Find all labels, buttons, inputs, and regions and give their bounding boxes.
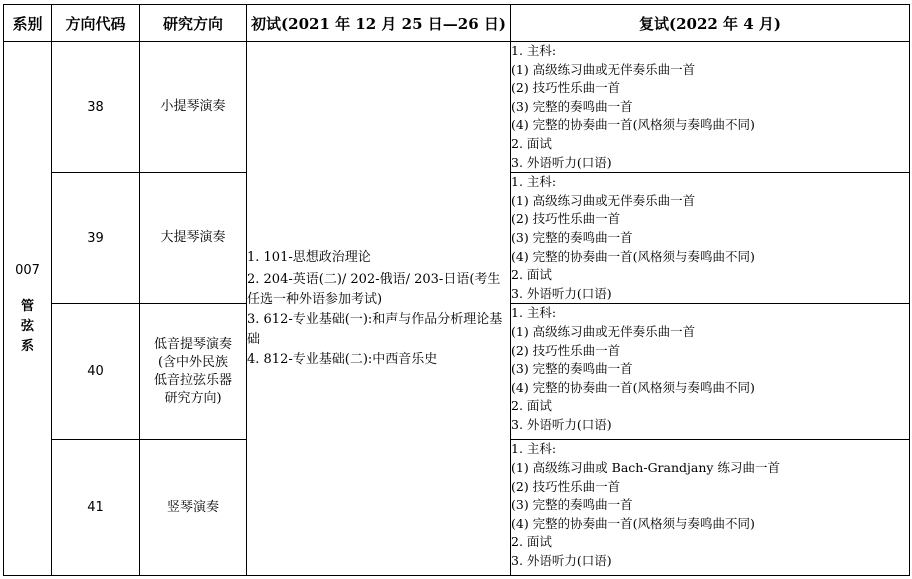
retest-line: (1) 高级练习曲或无伴奏乐曲一首 — [511, 323, 696, 339]
table-row — [4, 42, 910, 173]
retest-line: 2. 面试 — [511, 534, 552, 550]
direction-name — [140, 304, 247, 440]
header-direction: 研究方向 — [140, 5, 247, 42]
retest-line: (1) 高级练习曲或无伴奏乐曲一首 — [511, 61, 696, 77]
retest-line: (2) 技巧性乐曲一首 — [511, 478, 621, 494]
retest-line: (3) 完整的奏鸣曲一首 — [511, 497, 633, 513]
retest-line: (3) 完整的奏鸣曲一首 — [511, 229, 633, 245]
retest-line: 3. 外语听力(口语) — [511, 416, 612, 432]
prelim-item: 4. 812-专业基础(二):中西音乐史 — [247, 351, 438, 367]
direction-code: 40 — [52, 304, 140, 440]
direction-name — [140, 42, 247, 173]
retest-line: 2. 面试 — [511, 398, 552, 414]
retest-line: 1. 主科: — [511, 174, 557, 190]
retest-line: 3. 外语听力(口语) — [511, 285, 612, 301]
prelim-item: 2. 204-英语(二)/ 202-俄语/ 203-日语(考生任选一种外语参加考试) — [247, 271, 501, 307]
retest-cell — [511, 173, 910, 304]
direction-code: 41 — [52, 440, 140, 576]
dept-code: 007 — [15, 262, 40, 278]
direction-line: 研究方向) — [164, 390, 222, 406]
retest-line: 1. 主科: — [511, 43, 557, 58]
header-row — [4, 5, 910, 42]
retest-line: (4) 完整的协奏曲一首(风格须与奏鸣曲不同) — [511, 248, 755, 264]
retest-line: 3. 外语听力(口语) — [511, 552, 612, 568]
retest-cell — [511, 304, 910, 440]
retest-line: 2. 面试 — [511, 267, 552, 283]
header-code: 方向代码 — [52, 5, 140, 42]
retest-line: 3. 外语听力(口语) — [511, 154, 612, 170]
header-prelim: 初试(2021 年 12 月 25 日—26 日) — [247, 5, 511, 42]
retest-cell — [511, 440, 910, 576]
retest-line: 1. 主科: — [511, 305, 557, 321]
direction-line: 低音拉弦乐器 — [153, 372, 232, 388]
direction-code: 39 — [52, 173, 140, 304]
retest-line: (1) 高级练习曲或无伴奏乐曲一首 — [511, 192, 696, 208]
direction-line: 大提琴演奏 — [160, 230, 226, 246]
direction-line: (含中外民族 — [157, 354, 229, 370]
retest-line: (4) 完整的协奏曲一首(风格须与奏鸣曲不同) — [511, 515, 755, 531]
retest-line: (4) 完整的协奏曲一首(风格须与奏鸣曲不同) — [511, 117, 755, 133]
direction-code: 38 — [52, 42, 140, 173]
header-dept: 系别 — [4, 5, 52, 42]
prelim-item: 3. 612-专业基础(一):和声与作品分析理论基础 — [247, 311, 503, 347]
dept-name-char: 系 — [20, 338, 34, 354]
direction-name — [140, 173, 247, 304]
header-retest: 复试(2022 年 4 月) — [511, 5, 910, 42]
dept-cell — [4, 42, 52, 576]
retest-line: (2) 技巧性乐曲一首 — [511, 80, 621, 96]
retest-line: (3) 完整的奏鸣曲一首 — [511, 98, 633, 114]
direction-line: 竖琴演奏 — [166, 499, 219, 515]
direction-line: 低音提琴演奏 — [153, 336, 232, 352]
retest-cell — [511, 42, 910, 173]
dept-name-char: 管 — [20, 298, 34, 314]
retest-line: (3) 完整的奏鸣曲一首 — [511, 361, 633, 377]
dept-name-char: 弦 — [20, 318, 34, 334]
direction-line: 小提琴演奏 — [160, 99, 226, 115]
retest-line: 2. 面试 — [511, 135, 552, 151]
retest-line: (2) 技巧性乐曲一首 — [511, 211, 621, 227]
retest-line: 1. 主科: — [511, 441, 557, 457]
retest-line: (1) 高级练习曲或 Bach-Grandjany 练习曲一首 — [511, 459, 780, 475]
admission-table — [3, 4, 910, 576]
prelim-cell — [247, 42, 511, 576]
retest-line: (4) 完整的协奏曲一首(风格须与奏鸣曲不同) — [511, 379, 755, 395]
direction-name — [140, 440, 247, 576]
retest-line: (2) 技巧性乐曲一首 — [511, 342, 621, 358]
prelim-item: 1. 101-思想政治理论 — [247, 249, 371, 265]
